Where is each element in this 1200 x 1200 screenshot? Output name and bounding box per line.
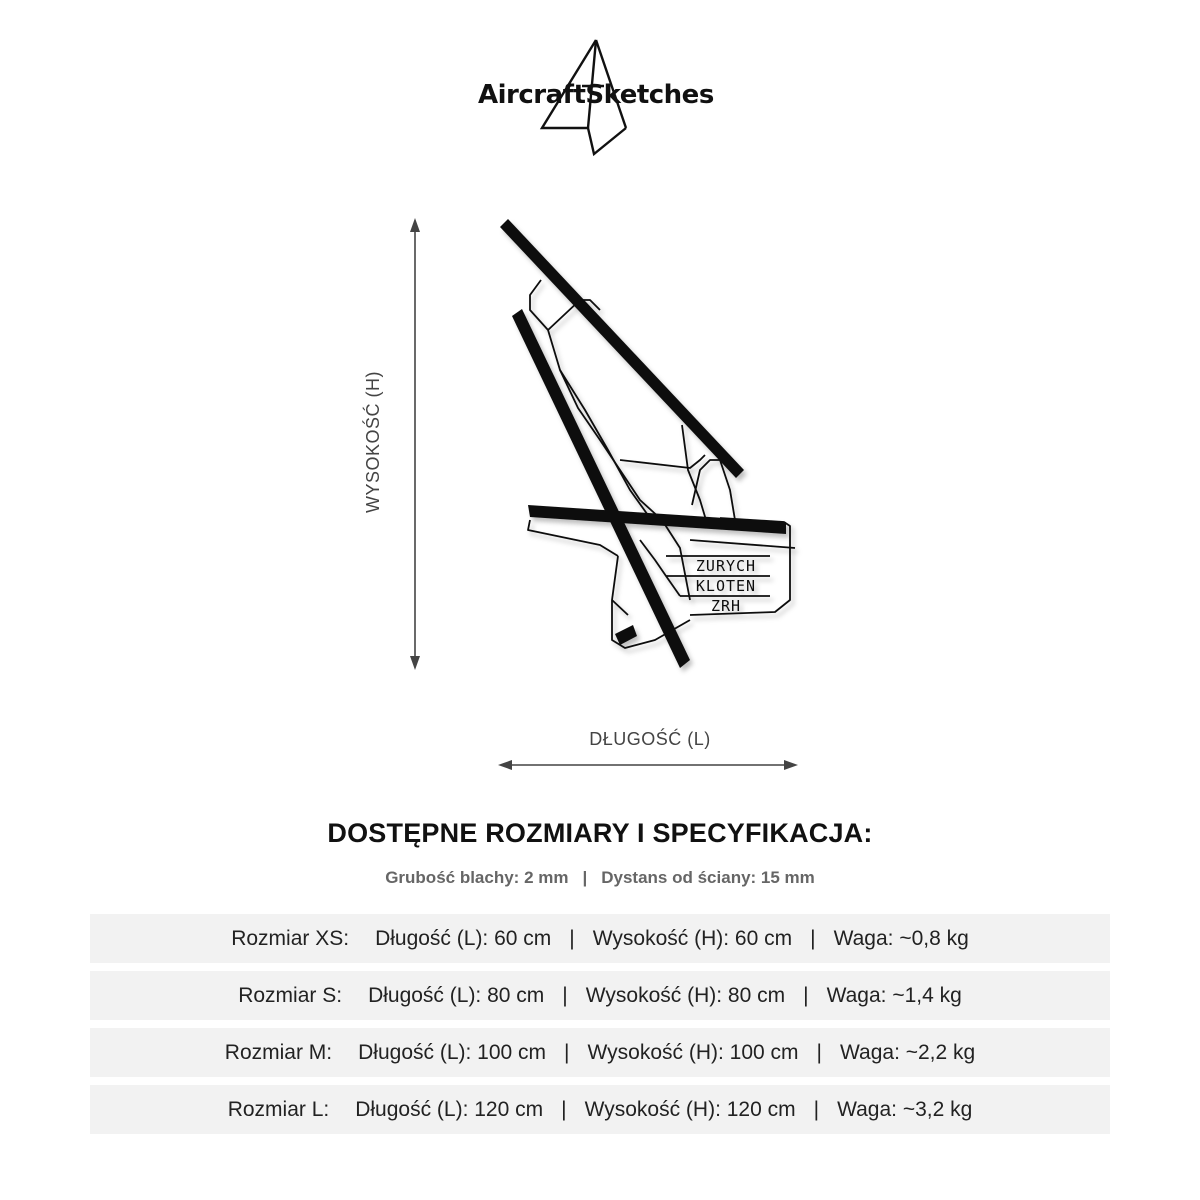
size-weight: Waga: ~2,2 kg [839, 1040, 976, 1064]
height-dimension-label: WYSOKOŚĆ (H) [363, 371, 383, 514]
wall-distance: Dystans od ściany: 15 mm [601, 868, 815, 887]
height-arrow [410, 218, 420, 670]
size-row-s [90, 971, 1110, 1020]
size-height: Wysokość (H): 80 cm [585, 983, 786, 1007]
size-height: Wysokość (H): 100 cm [587, 1040, 799, 1064]
spec-subline [0, 868, 1200, 888]
separator: | [564, 1040, 570, 1064]
size-weight: Waga: ~1,4 kg [826, 983, 962, 1007]
separator: | [561, 1097, 567, 1121]
size-length: Długość (L): 60 cm [375, 926, 552, 950]
separator: | [562, 983, 568, 1007]
separator: | [813, 1097, 820, 1121]
airport-name-labels [696, 557, 756, 615]
brand-logo-text: AircraftSketches [478, 80, 714, 110]
sheet-thickness: Grubość blachy: 2 mm [385, 868, 569, 887]
size-row-m [90, 1028, 1110, 1077]
size-length: Długość (L): 80 cm [368, 983, 545, 1007]
size-length: Długość (L): 100 cm [358, 1040, 547, 1064]
size-height: Wysokość (H): 120 cm [584, 1097, 796, 1121]
separator: | [569, 926, 575, 950]
separator: | [582, 868, 588, 887]
length-dimension-label: DŁUGOŚĆ (L) [589, 729, 711, 749]
size-name: Rozmiar M: [224, 1040, 333, 1064]
size-name: Rozmiar S: [238, 983, 343, 1007]
runways [500, 219, 786, 668]
separator: | [810, 926, 816, 950]
separator: | [816, 1040, 822, 1064]
size-length: Długość (L): 120 cm [355, 1097, 544, 1121]
separator: | [803, 983, 809, 1007]
airport-name-line: ZRH [710, 597, 742, 615]
airport-name-line: ZURYCH [695, 557, 757, 575]
airport-name-line: KLOTEN [695, 577, 757, 595]
size-weight: Waga: ~3,2 kg [837, 1097, 973, 1121]
brand-logo [470, 36, 740, 160]
length-arrow [498, 760, 798, 770]
size-weight: Waga: ~0,8 kg [833, 926, 969, 950]
size-name: Rozmiar L: [227, 1097, 330, 1121]
size-row-xs [90, 914, 1110, 963]
size-row-l [90, 1085, 1110, 1134]
size-height: Wysokość (H): 60 cm [592, 926, 793, 950]
size-name: Rozmiar XS: [231, 926, 350, 950]
airport-diagram [380, 200, 820, 780]
spec-heading: DOSTĘPNE ROZMIARY I SPECYFIKACJA: [327, 818, 873, 848]
